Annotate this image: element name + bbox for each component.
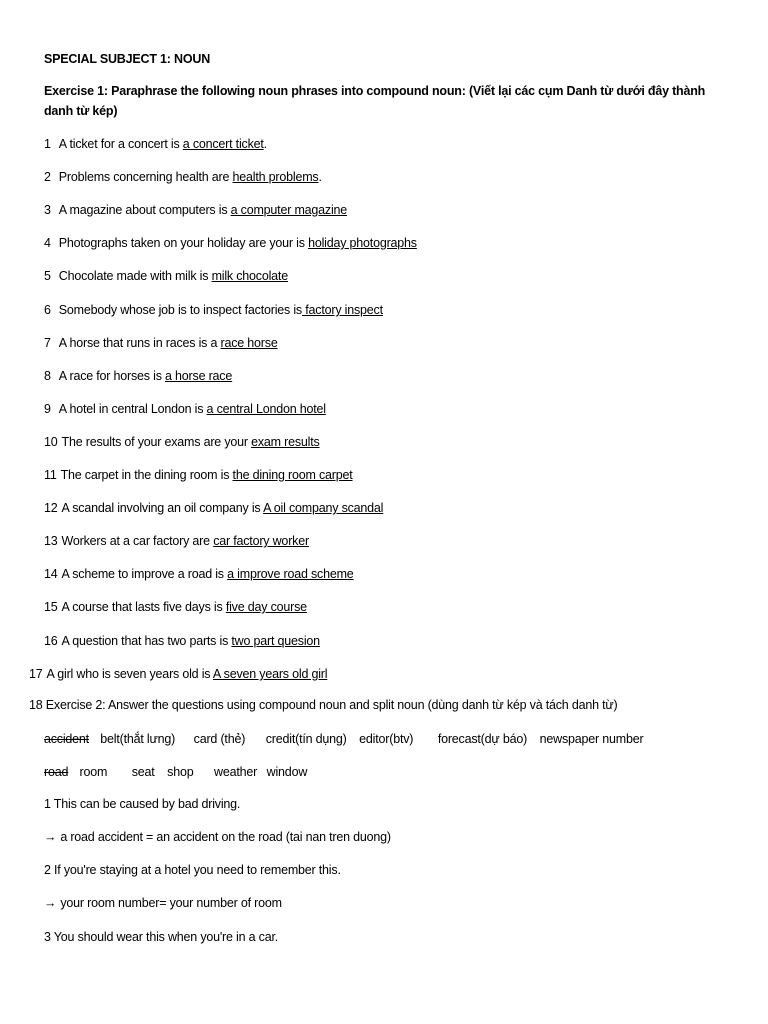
item-answer: five day course: [225, 600, 307, 614]
word-struck: road: [44, 765, 69, 779]
item-number: 12: [44, 501, 58, 515]
word-bank-word: window: [266, 765, 308, 779]
item-text: A scheme to improve a road is: [61, 567, 228, 581]
item-answer: A oil company scandal: [263, 501, 384, 515]
item-text: A hotel in central London is: [58, 402, 207, 416]
item-answer: two part quesion: [231, 634, 320, 648]
item-number: 13: [44, 534, 58, 548]
exercise2-heading: [29, 697, 618, 713]
item-answer: race horse: [220, 336, 278, 350]
item-text: Somebody whose job is to inspect factories is: [58, 303, 302, 317]
item-number: 9: [44, 402, 51, 416]
word-bank-word: seat: [131, 765, 155, 779]
item-number: 15: [44, 600, 58, 614]
word-bank-word: credit(tín dụng): [265, 732, 347, 746]
item-number: 17: [29, 667, 43, 681]
item-text: A scandal involving an oil company is: [61, 501, 264, 515]
exercise1-item: [44, 500, 383, 516]
exercise1-heading-line2: danh từ kép): [44, 104, 118, 118]
item-number: 1: [44, 137, 51, 151]
exercise1-item: [44, 467, 353, 483]
item-answer: a improve road scheme: [227, 567, 354, 581]
item-number: 3: [44, 203, 51, 217]
arrow-icon: →: [44, 896, 57, 910]
exercise1-item: [44, 633, 320, 649]
answer-text: a road accident = an accident on the road (tai nan tren duong): [60, 830, 391, 844]
item-answer: milk chocolate: [211, 269, 288, 283]
item-number: 16: [44, 634, 58, 648]
word-bank-word: forecast(dự báo): [437, 732, 528, 746]
question-2: 2 If you're staying at a hotel you need to remember this.: [44, 863, 341, 877]
item-answer: factory inspect: [301, 303, 383, 317]
question-1: 1 This can be caused by bad driving.: [44, 797, 241, 811]
exercise1-item: [44, 401, 326, 417]
item-text: The results of your exams are your: [61, 435, 252, 449]
item-number: 7: [44, 336, 51, 350]
exercise1-heading-line1: Exercise 1: Paraphrase the following noun phrases into compound noun: (Viết lại các cụm Danh từ dưới đây thành: [44, 84, 706, 98]
word-bank-row-1: [44, 731, 643, 747]
exercise1-item: [44, 302, 383, 318]
exercise1-item: [44, 566, 354, 582]
exercise1-item: [44, 434, 320, 450]
item-text: The carpet in the dining room is: [60, 468, 233, 482]
arrow-icon: →: [44, 830, 57, 844]
item-number: 8: [44, 369, 51, 383]
item-number: 4: [44, 236, 51, 250]
exercise1-item: [44, 533, 309, 549]
question-3: 3 You should wear this when you're in a car.: [44, 930, 279, 944]
exercise1-item: [44, 169, 322, 185]
item-number: 5: [44, 269, 51, 283]
exercise1-item: [44, 136, 267, 152]
item-answer: health problems: [232, 170, 319, 184]
exercise1-item: [44, 599, 307, 615]
exercise1-item: [44, 268, 288, 284]
word-bank-word: room: [79, 765, 108, 779]
item-text: A race for horses is: [58, 369, 166, 383]
item-answer: the dining room carpet: [232, 468, 353, 482]
word-bank-word: shop: [167, 765, 194, 779]
exercise2-number: 18: [29, 698, 43, 712]
item-answer: car factory worker: [213, 534, 309, 548]
word-bank-word: belt(thắt lưng): [100, 732, 176, 746]
item-text: A magazine about computers is: [58, 203, 231, 217]
word-bank-word: weather: [214, 765, 258, 779]
item-answer: a horse race: [165, 369, 233, 383]
item-text: A girl who is seven years old is: [46, 667, 213, 681]
item-number: 6: [44, 303, 51, 317]
item-answer: exam results: [251, 435, 320, 449]
answer-1: [44, 829, 391, 845]
item-tail: .: [318, 170, 322, 184]
exercise1-item: [44, 202, 347, 218]
item-text: A horse that runs in races is a: [58, 336, 221, 350]
item-text: A ticket for a concert is: [58, 137, 183, 151]
item-number: 11: [44, 468, 57, 482]
word-bank-word: newspaper number: [539, 732, 644, 746]
item-answer: a computer magazine: [230, 203, 348, 217]
item-answer: a concert ticket: [182, 137, 264, 151]
exercise1-item: [44, 368, 232, 384]
item-tail: .: [263, 137, 267, 151]
exercise1-item: [44, 235, 417, 251]
item-number: 10: [44, 435, 58, 449]
item-text: Photographs taken on your holiday are your is: [58, 236, 309, 250]
word-struck: accident: [44, 732, 89, 746]
item-number: 14: [44, 567, 58, 581]
item-answer: A seven years old girl: [212, 667, 328, 681]
exercise2-heading-text: Exercise 2: Answer the questions using compound noun and split noun (dùng danh từ kép và tách danh từ): [45, 698, 618, 712]
word-bank-word: card (thẻ): [193, 732, 246, 746]
item-text: Chocolate made with milk is: [58, 269, 212, 283]
exercise1-item: [29, 666, 327, 682]
word-bank-row-2: [44, 764, 307, 780]
answer-2: [44, 895, 282, 911]
item-text: A question that has two parts is: [61, 634, 232, 648]
word-bank-word: editor(btv): [359, 732, 414, 746]
item-answer: a central London hotel: [206, 402, 326, 416]
item-text: A course that lasts five days is: [61, 600, 226, 614]
item-text: Workers at a car factory are: [61, 534, 214, 548]
item-answer: holiday photographs: [308, 236, 417, 250]
item-number: 2: [44, 170, 51, 184]
exercise1-item: [44, 335, 278, 351]
item-text: Problems concerning health are: [58, 170, 233, 184]
answer-text: your room number= your number of room: [60, 896, 282, 910]
page-title: SPECIAL SUBJECT 1: NOUN: [44, 52, 211, 66]
